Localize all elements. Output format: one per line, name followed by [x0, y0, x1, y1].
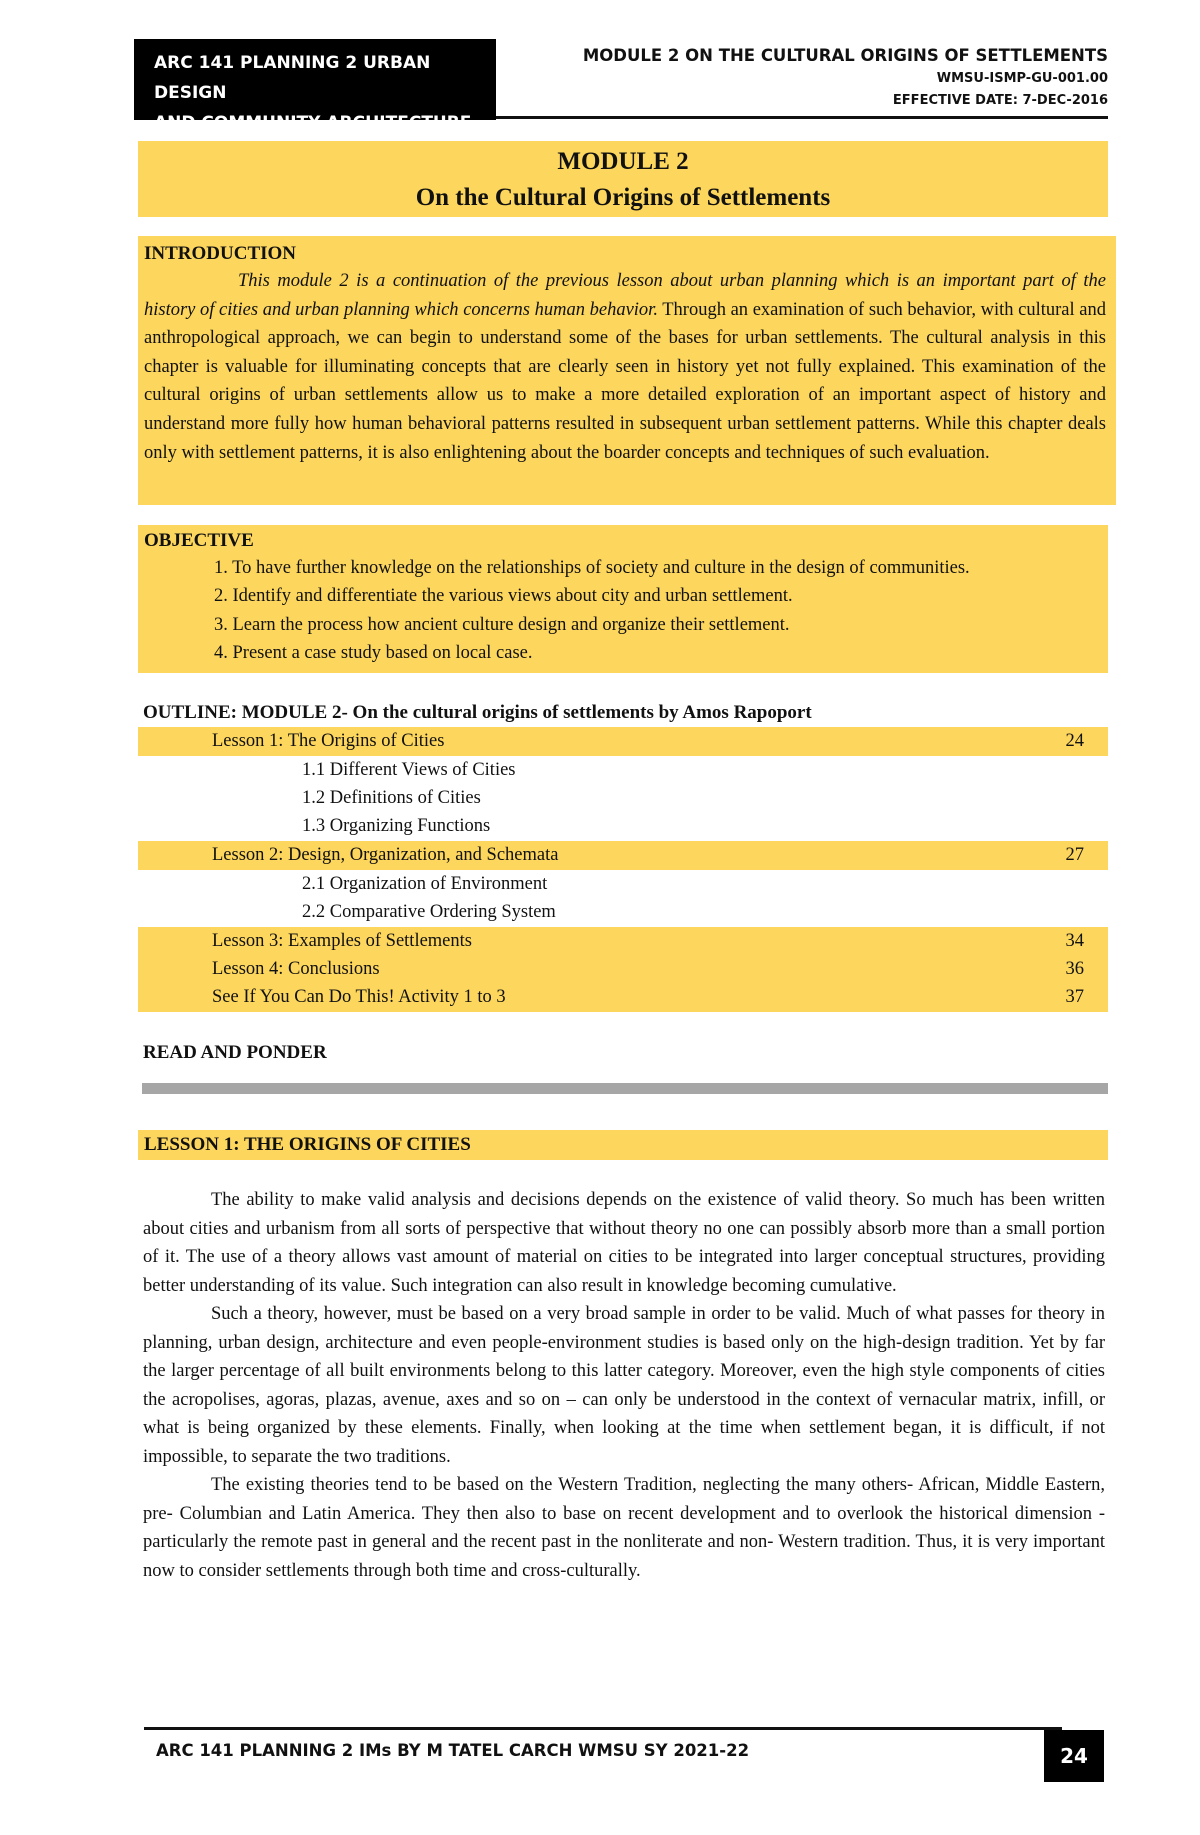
outline-subrow: [138, 898, 1108, 927]
outline-lesson-label: Lesson 2: Design, Organization, and Schemata: [212, 845, 559, 865]
outline-sub-label: 1.2 Definitions of Cities: [302, 788, 481, 808]
module-title-line1: MODULE 2: [557, 148, 689, 175]
objective-item: 2. Identify and differentiate the various views about city and urban settlement.: [214, 586, 793, 607]
read-and-ponder-heading: READ AND PONDER: [143, 1042, 327, 1063]
objective-item: 4. Present a case study based on local case.: [214, 643, 533, 664]
outline-lesson-label: Lesson 4: Conclusions: [212, 959, 380, 979]
module-title-line2: On the Cultural Origins of Settlements: [415, 184, 831, 211]
outline-subrow: [138, 784, 1108, 813]
objective-heading: OBJECTIVE: [144, 530, 254, 551]
objective-item: 3. Learn the process how ancient culture design and organize their settlement.: [214, 614, 790, 635]
outline-activity-label: See If You Can Do This! Activity 1 to 3: [212, 987, 506, 1007]
outline-lesson-label: Lesson 3: Examples of Settlements: [212, 931, 472, 951]
outline-page-number: 34: [1065, 931, 1084, 951]
footer-rule: [144, 1727, 1062, 1730]
outline-page-number: 37: [1065, 987, 1084, 1007]
outline-sub-label: 2.2 Comparative Ordering System: [302, 902, 556, 922]
lesson1-heading: LESSON 1: THE ORIGINS OF CITIES: [138, 1130, 1108, 1160]
outline-row-activity: [138, 983, 1108, 1012]
outline-title: OUTLINE: MODULE 2- On the cultural origins of settlements by Amos Rapoport: [143, 702, 812, 723]
introduction-heading: INTRODUCTION: [144, 243, 297, 264]
body-paragraph: Such a theory, however, must be based on a very broad sample in order to be valid. Much of what passes for theory in planning, urban design, architecture and even people-environment studies is based only on the high-design tradition. Yet by far the larger percentage of all built environments belong to this latter category. Moreover, even the high style components of cities the acropolises, agoras, plazas, avenue, axes and so on – can only be understood in the context of vernacular matrix, infill, or what is being organized by these elements. Finally, when looking at the time when settlement began, it is difficult, if not impossible, to separate the two traditions.: [143, 1304, 1105, 1467]
effective-date: EFFECTIVE DATE: 7-DEC-2016: [892, 93, 1108, 108]
outline-row-lesson1: [138, 727, 1108, 756]
body-paragraph: The existing theories tend to be based on the Western Tradition, neglecting the many others- African, Middle Eastern, pre- Columbian and Latin America. They then also to base on recent development and to overlook the historical dimension - particularly the remote past in general and the recent past in the nonliterate and non- Western tradition. Thus, it is very important now to consider settlements through both time and cross-culturally.: [143, 1475, 1105, 1581]
lesson1-body: [143, 1186, 1105, 1585]
outline-sub-label: 1.3 Organizing Functions: [302, 816, 491, 836]
body-paragraph: The ability to make valid analysis and decisions depends on the existence of valid theory. So much has been written about cities and urbanism from all sorts of perspective that without theory no one can possibly absorb more than a small portion of it. The use of a theory allows vast amount of material on cities to be integrated into larger conceptual structures, providing better understanding of its value. Such integration can also result in knowledge becoming cumulative.: [143, 1190, 1105, 1296]
outline-sub-label: 1.1 Different Views of Cities: [302, 760, 516, 780]
course-title-box: [134, 39, 496, 133]
outline-page-number: 27: [1065, 845, 1084, 865]
objective-item: 1. To have further knowledge on the relationships of society and culture in the design of communities.: [214, 558, 970, 578]
objective-section: [138, 525, 1108, 673]
module-header-title: MODULE 2 ON THE CULTURAL ORIGINS OF SETTLEMENTS: [582, 46, 1108, 65]
outline-row-lesson2: [138, 841, 1108, 870]
outline-lesson-label: Lesson 1: The Origins of Cities: [212, 731, 445, 751]
introduction-italic-text: This module 2 is a continuation of the previous lesson about urban planning which is an important part of the history of cities and urban planning which concerns human behavior.: [144, 271, 1106, 320]
course-title-line1: ARC 141 PLANNING 2 URBAN DESIGN: [154, 53, 431, 103]
outline-subrow: [138, 870, 1108, 899]
document-code: WMSU-ISMP-GU-001.00: [936, 71, 1108, 86]
footer-text: ARC 141 PLANNING 2 IMs BY M TATEL CARCH WMSU SY 2021-22: [156, 1741, 750, 1760]
introduction-text: Through an examination of such behavior, with cultural and anthropological approach, we can begin to understand some of the bases for urban settlements. The cultural analysis in this chapter is valuable for illuminating concepts that are clearly seen in history yet not fully explained. This examination of the cultural origins of urban settlements allow us to make a more detailed exploration of an important aspect of history and understand more fully how human behavioral patterns resulted in subsequent urban settlement patterns. While this chapter deals only with settlement patterns, it is also enlightening about the boarder concepts and techniques of such evaluation.: [144, 299, 1106, 463]
outline-page-number: 24: [1065, 731, 1084, 751]
page-number: 24: [1044, 1730, 1104, 1782]
module-title-box: [138, 141, 1108, 217]
module-header: [500, 44, 1108, 112]
section-divider: [142, 1083, 1108, 1094]
objective-list: [144, 554, 1102, 668]
outline-row-lesson4: [138, 955, 1108, 984]
introduction-paragraph: [144, 267, 1106, 467]
outline-row-lesson3: [138, 927, 1108, 956]
outline-subrow: [138, 756, 1108, 785]
header-rule: [496, 116, 1108, 119]
course-title-line2: AND COMMUNITY ARCHITECTURE: [154, 113, 472, 133]
outline-page-number: 36: [1065, 959, 1084, 979]
outline-subrow: [138, 812, 1108, 841]
introduction-section: [138, 236, 1116, 505]
outline-sub-label: 2.1 Organization of Environment: [302, 874, 548, 894]
